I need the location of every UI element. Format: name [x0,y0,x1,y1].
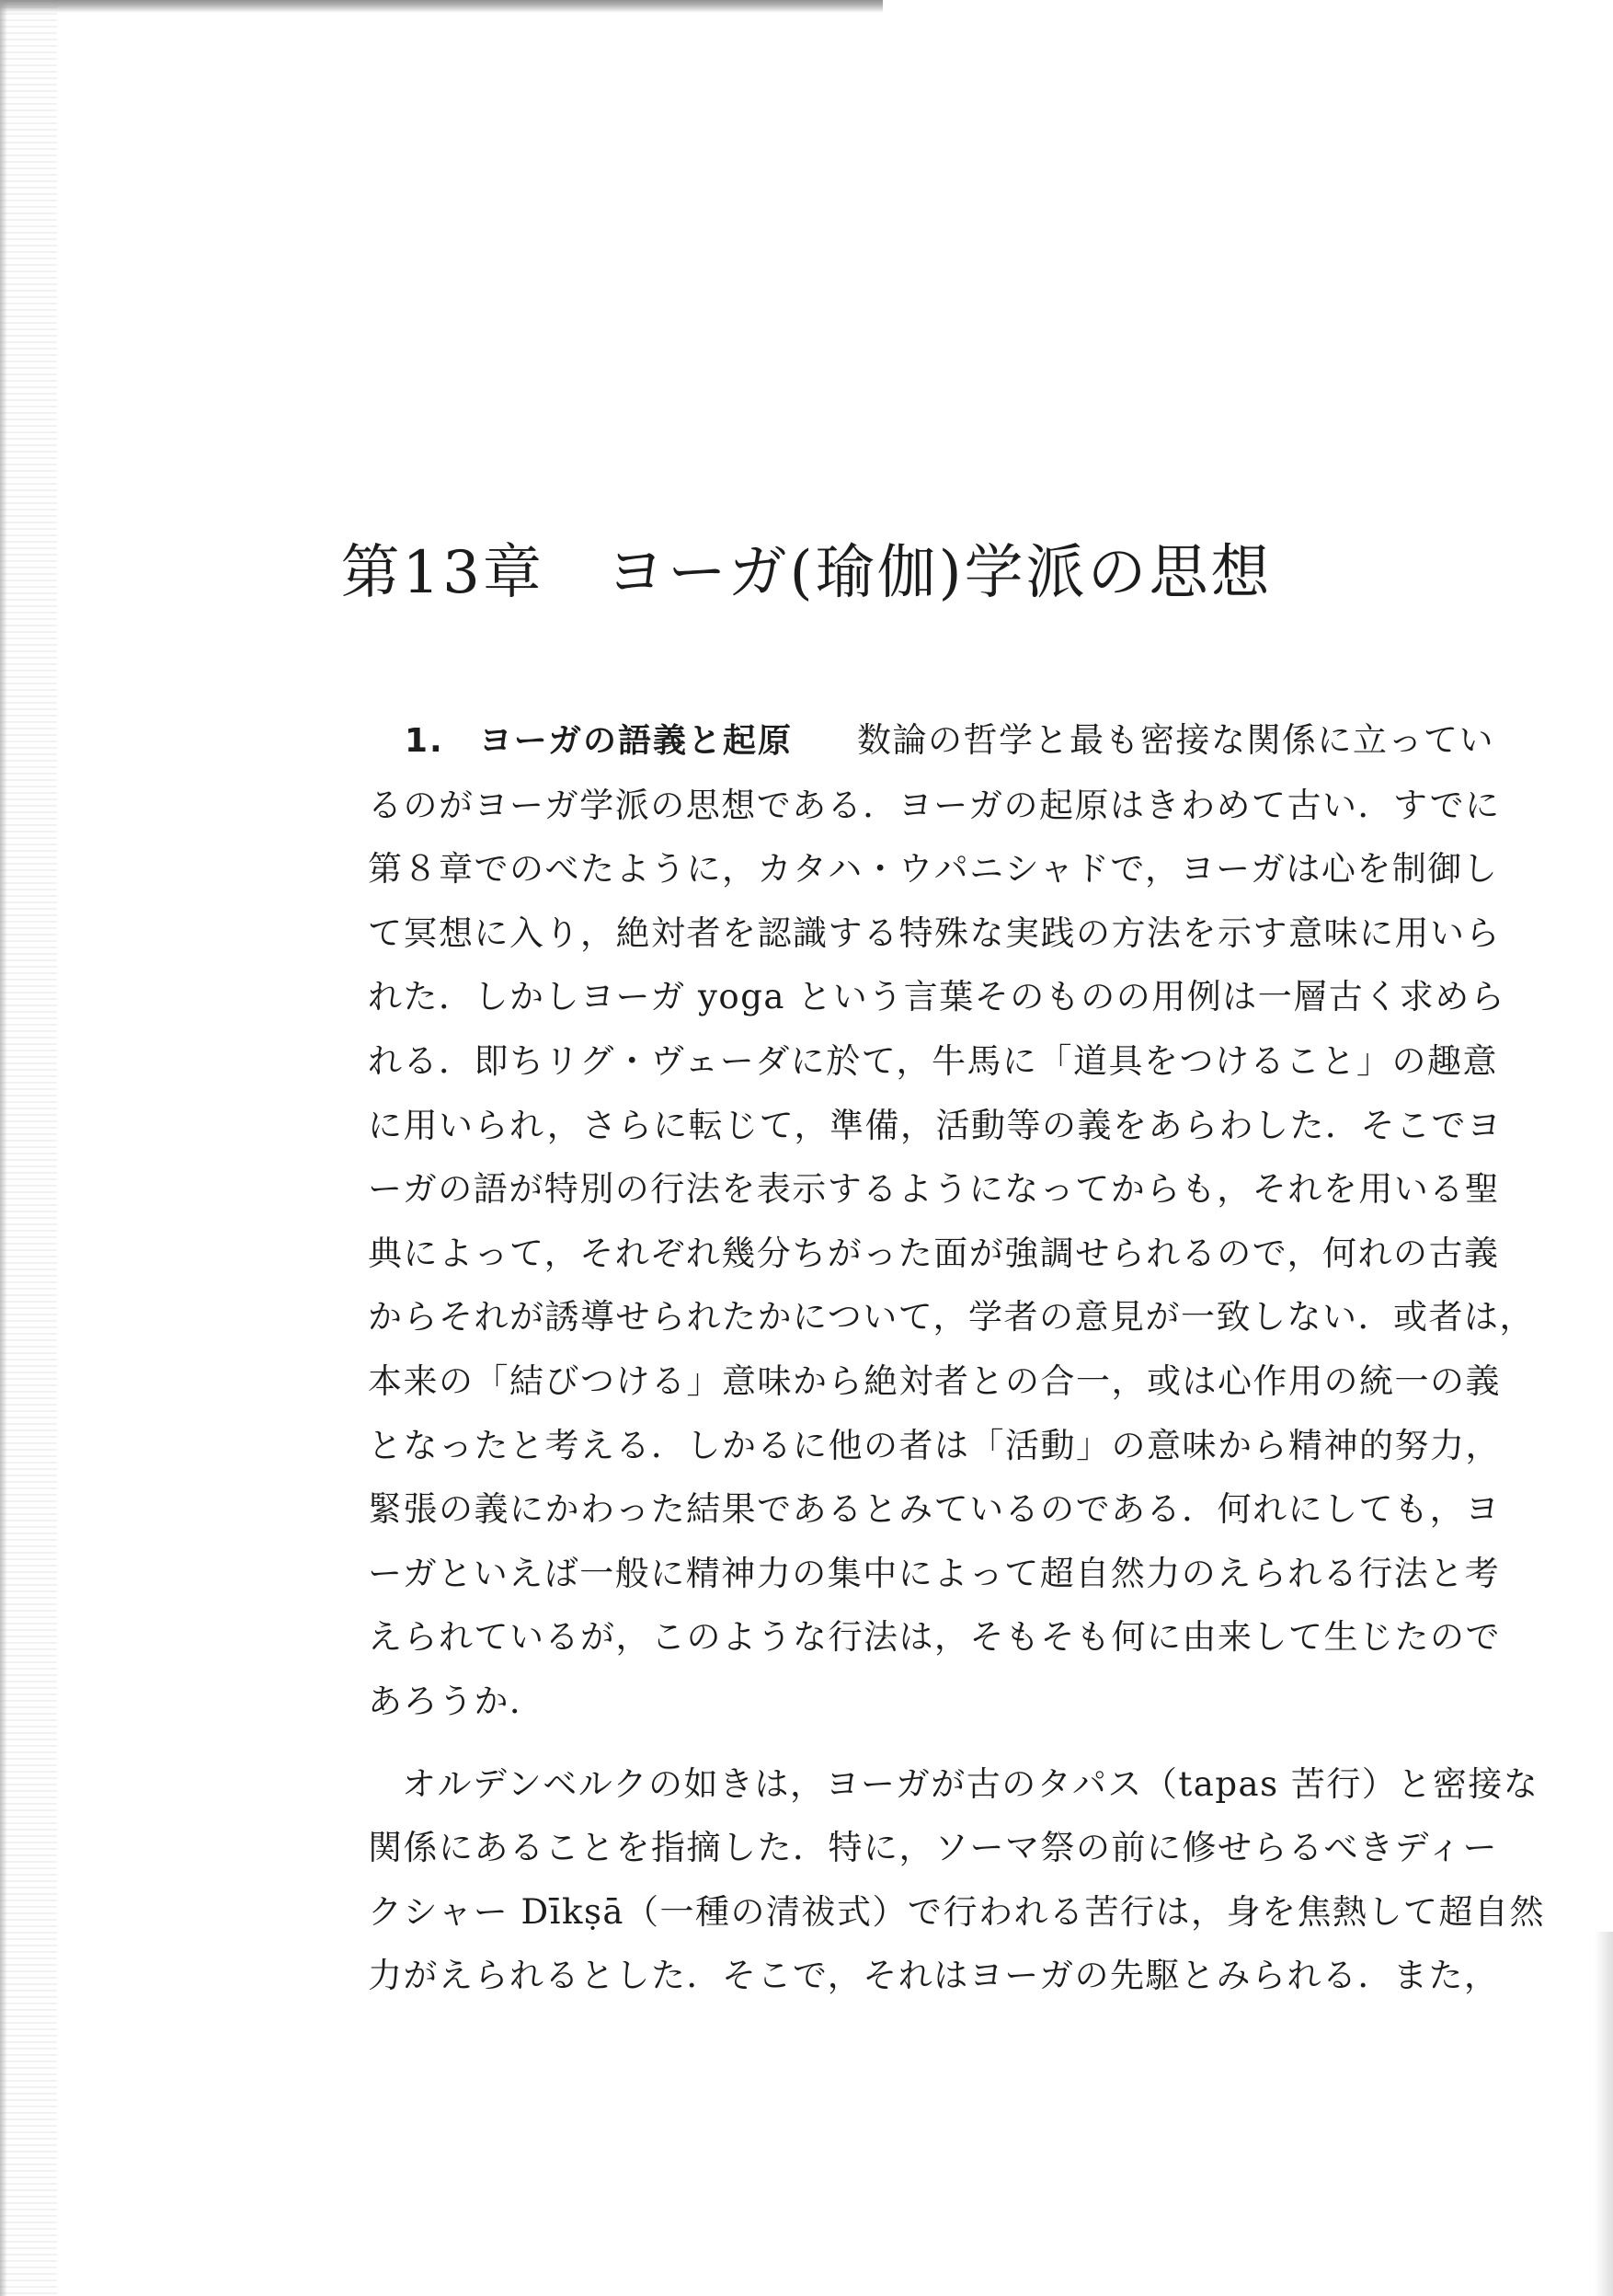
paragraph-1-line-1 [368,708,1495,774]
paragraph-line: からそれが誘導せられたかについて，学者の意見が一致しない．或者は， [368,1297,1536,1337]
scan-right-edge [1595,1932,1613,2296]
paragraph-line: て冥想に入り，絶対者を認識する特殊な実践の方法を示す意味に用いら [368,913,1501,953]
chapter-title: 第13章 ヨーガ(瑜伽)学派の思想 [340,539,1273,607]
scan-top-edge [0,0,883,13]
paragraph-line: 本来の「結びつける」意味から絶対者との合一，或は心作用の統一の義 [368,1360,1501,1401]
paragraph-1 [368,708,1536,1734]
section-heading: 1. ヨーガの語義と起原 [405,722,794,760]
paragraph-line: に用いられ，さらに転じて，準備，活動等の義をあらわした．そこでヨ [368,1105,1503,1145]
paragraph-line: クシャー Dīkṣā（一種の清祓式）で行われる苦行は，身を焦熱して超自然 [368,1891,1545,1932]
paragraph-line: ーガといえば一般に精神力の集中によって超自然力のえられる行法と考 [368,1553,1501,1593]
page-body [368,708,1545,2008]
paragraph-line: あろうか． [368,1681,545,1721]
paragraph-line: 緊張の義にかわった結果であるとみているのである．何れにしても，ヨ [368,1489,1501,1530]
paragraph-line: れる．即ちリグ・ヴェーダに於て，牛馬に「道具をつけること」の趣意 [368,1040,1499,1081]
paragraph-line: オルデンベルクの如きは，ヨーガが古のタパス（tapas 苦行）と密接な [402,1763,1539,1804]
paragraph-line: れた．しかしヨーガ yoga という言葉そのものの用例は一層古く求めら [368,977,1506,1017]
paragraph-line: 数論の哲学と最も密接な関係に立ってい [857,720,1495,760]
paragraph-line: 力がえられるとした．そこで，それはヨーガの先駆とみられる．また， [368,1956,1500,1996]
paragraph-line: ーガの語が特別の行法を表示するようになってからも，それを用いる聖 [368,1169,1501,1210]
paragraph-line: るのがヨーガ学派の思想である．ヨーガの起原はきわめて古い．すでに [368,785,1501,825]
paragraph-line: 第８章でのべたように，カタハ・ウパニシャドで，ヨーガは心を制御し [368,849,1499,890]
paragraph-spacer [368,1734,1462,1752]
paragraph-line: えられているが，このような行法は，そもそも何に由来して生じたので [368,1617,1501,1658]
paragraph-line: 典によって，それぞれ幾分ちがった面が強調せられるので，何れの古義 [368,1233,1500,1273]
scan-left-margin [0,0,57,2296]
paragraph-line: となったと考える．しかるに他の者は「活動」の意味から精神的努力， [368,1425,1501,1465]
paragraph-2 [368,1752,1545,2008]
paragraph-line: 関係にあることを指摘した．特に，ソーマ祭の前に修せらるべきディー [368,1828,1499,1868]
